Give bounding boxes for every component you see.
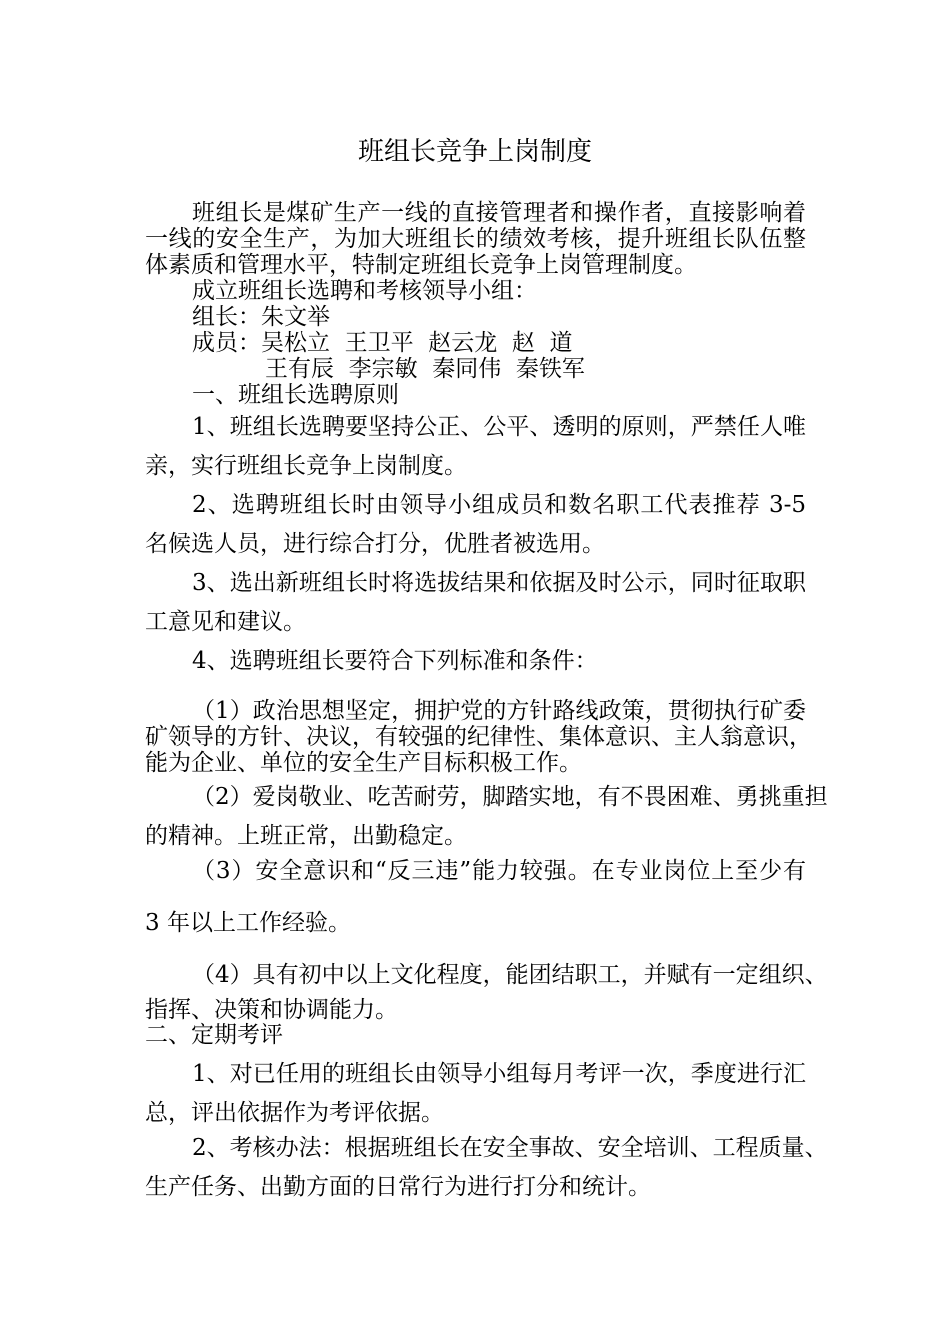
paragraph-line: （2）爱岗敬业、吃苦耐劳，脚踏实地，有不畏困难、勇挑重担: [192, 784, 828, 810]
paragraph-line: 工意见和建议。: [145, 609, 306, 635]
paragraph-line: 指挥、决策和协调能力。: [145, 997, 398, 1023]
section-heading: 一、班组长选聘原则: [192, 382, 399, 408]
paragraph-line: 2、选聘班组长时由领导小组成员和数名职工代表推荐 3-5: [192, 492, 806, 518]
paragraph-line: 组长：朱文举: [192, 304, 330, 330]
paragraph-line: 一线的安全生产，为加大班组长的绩效考核，提升班组长队伍整: [145, 226, 806, 252]
paragraph-line: 成员：吴松立 王卫平 赵云龙 赵 道: [192, 330, 573, 356]
paragraph-line: （4）具有初中以上文化程度，能团结职工，并赋有一定组织、: [192, 962, 828, 988]
section-heading: 二、定期考评: [145, 1022, 283, 1048]
paragraph-line: 生产任务、出勤方面的日常行为进行打分和统计。: [145, 1174, 651, 1200]
paragraph-line: 1、对已任用的班组长由领导小组每月考评一次，季度进行汇: [192, 1061, 806, 1087]
paragraph-line: 能为企业、单位的安全生产目标积极工作。: [145, 750, 582, 776]
paragraph-line: 成立班组长选聘和考核领导小组：: [192, 278, 537, 304]
paragraph-line: 4、选聘班组长要符合下列标准和条件：: [192, 648, 598, 674]
paragraph-line: 3、选出新班组长时将选拔结果和依据及时公示，同时征取职: [192, 570, 806, 596]
paragraph-line: 的精神。上班正常，出勤稳定。: [145, 823, 467, 849]
paragraph-line: 1、班组长选聘要坚持公正、公平、透明的原则，严禁任人唯: [192, 414, 806, 440]
paragraph-line: 3 年以上工作经验。: [145, 910, 351, 936]
paragraph-line: （1）政治思想坚定，拥护党的方针路线政策，贯彻执行矿委: [192, 698, 806, 724]
paragraph-line: 名候选人员，进行综合打分，优胜者被选用。: [145, 531, 605, 557]
paragraph-line: 亲，实行班组长竞争上岗制度。: [145, 453, 467, 479]
paragraph-line: 总，评出依据作为考评依据。: [145, 1100, 444, 1126]
paragraph-line: 王有辰 李宗敏 秦同伟 秦铁军: [265, 356, 585, 382]
paragraph-line: 班组长是煤矿生产一线的直接管理者和操作者，直接影响着: [192, 200, 806, 226]
document-title: 班组长竞争上岗制度: [357, 137, 592, 167]
paragraph-line: 矿领导的方针、决议，有较强的纪律性、集体意识、主人翁意识，: [145, 724, 812, 750]
paragraph-line: 体素质和管理水平，特制定班组长竞争上岗管理制度。: [145, 252, 697, 278]
paragraph-line: 2、考核办法：根据班组长在安全事故、安全培训、工程质量、: [192, 1135, 828, 1161]
paragraph-line: （3）安全意识和“反三违”能力较强。在专业岗位上至少有: [192, 858, 806, 884]
